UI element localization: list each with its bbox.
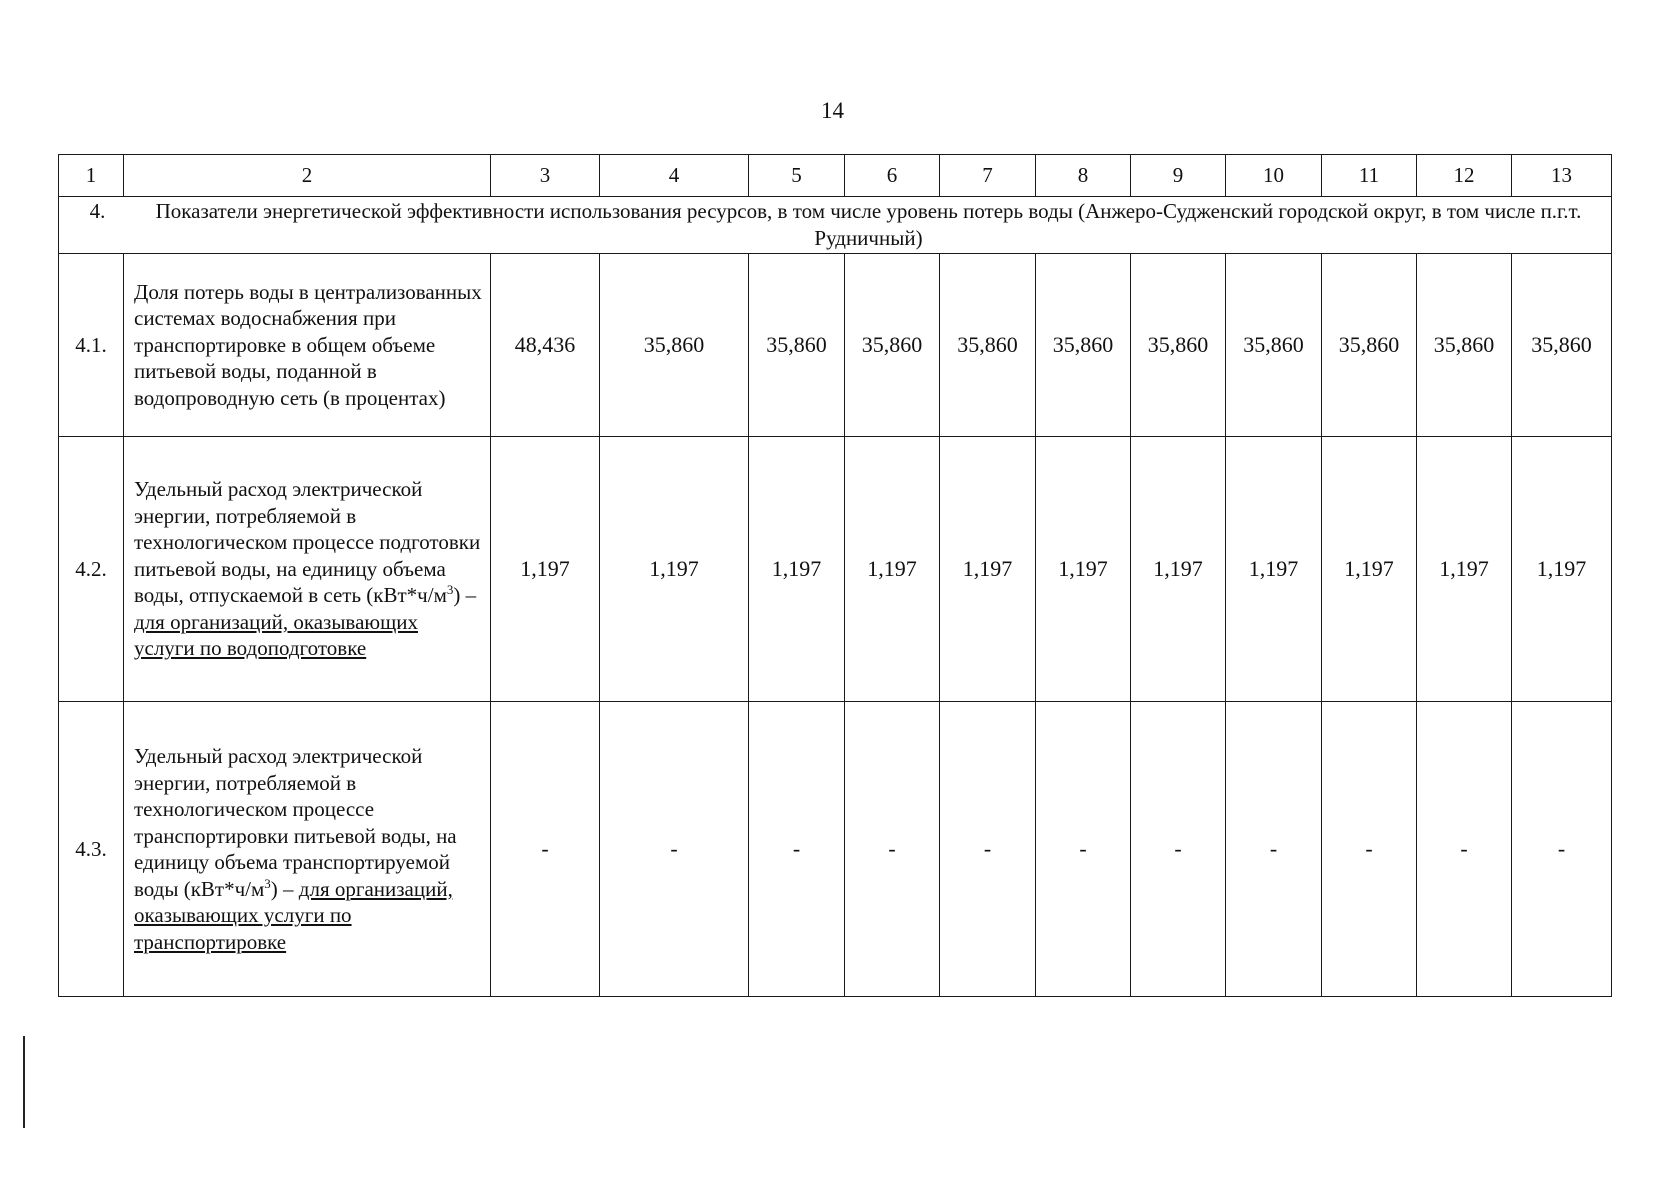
- value-cell: 35,860: [1036, 254, 1131, 437]
- value-cell: 1,197: [749, 437, 845, 702]
- value-cell: -: [1322, 702, 1417, 997]
- value-cell: 35,860: [1417, 254, 1512, 437]
- value-cell: 35,860: [845, 254, 940, 437]
- column-number-cell: 9: [1131, 155, 1226, 197]
- column-number-cell: 6: [845, 155, 940, 197]
- value-cell: 1,197: [1036, 437, 1131, 702]
- value-cell: 35,860: [1131, 254, 1226, 437]
- superscript: 3: [446, 582, 454, 598]
- value-cell: 1,197: [940, 437, 1036, 702]
- value-cell: 48,436: [491, 254, 600, 437]
- value-cell: -: [491, 702, 600, 997]
- column-number-cell: 8: [1036, 155, 1131, 197]
- indicator-text: Удельный расход электрической энергии, потребляемой в технологическом процессе подготовки питьевой воды, на единицу объема воды, отпускаемой в сеть (кВт*ч/м: [134, 477, 481, 608]
- value-cell: 1,197: [1131, 437, 1226, 702]
- column-number-cell: 7: [940, 155, 1036, 197]
- value-cell: 35,860: [1512, 254, 1612, 437]
- indicator-text: Доля потерь воды в централизованных системах водоснабжения при транспортировке в общем объеме питьевой воды, поданной в водопроводную сеть (в процентах): [134, 279, 482, 410]
- value-cell: -: [600, 702, 749, 997]
- column-number-cell: 11: [1322, 155, 1417, 197]
- value-cell: 1,197: [845, 437, 940, 702]
- superscript: 3: [264, 875, 271, 891]
- indicators-table: [58, 154, 1612, 997]
- column-number-cell: 13: [1512, 155, 1612, 197]
- indicator-text-suffix: ) –: [270, 876, 299, 901]
- value-cell: 1,197: [491, 437, 600, 702]
- indicator-description: [124, 254, 491, 437]
- column-number-cell: 4: [600, 155, 749, 197]
- section-number: 4.: [89, 199, 106, 223]
- column-number-cell: 12: [1417, 155, 1512, 197]
- value-cell: 1,197: [1417, 437, 1512, 702]
- table-row: [59, 437, 1612, 702]
- section-title: Показатели энергетической эффективности использования ресурсов, в том числе уровень потерь воды (Анжеро-Судженский городской округ, в том числе п.г.т. Рудничный): [155, 199, 1582, 250]
- section-heading-cell: [59, 197, 1612, 254]
- row-number: 4.1.: [59, 254, 124, 437]
- indicator-underlined-text: для организаций, оказывающих услуги по транспортировке: [134, 876, 453, 954]
- table-row: [59, 254, 1612, 437]
- value-cell: -: [1512, 702, 1612, 997]
- value-cell: 1,197: [1226, 437, 1322, 702]
- value-cell: -: [940, 702, 1036, 997]
- page-number: 14: [821, 98, 844, 123]
- table-row: [59, 702, 1612, 997]
- value-cell: 1,197: [1322, 437, 1417, 702]
- value-cell: -: [1131, 702, 1226, 997]
- value-cell: -: [749, 702, 845, 997]
- section-heading-row: [59, 197, 1612, 254]
- indicator-underlined-text: для организаций, оказывающих услуги по водоподготовке: [134, 609, 418, 661]
- column-numbers-row: [59, 155, 1612, 197]
- value-cell: -: [1036, 702, 1131, 997]
- value-cell: -: [1417, 702, 1512, 997]
- column-number-cell: 10: [1226, 155, 1322, 197]
- column-number-cell: 1: [59, 155, 124, 197]
- value-cell: -: [845, 702, 940, 997]
- value-cell: 1,197: [1512, 437, 1612, 702]
- indicator-description: [124, 437, 491, 702]
- column-number-cell: 2: [124, 155, 491, 197]
- indicator-text: Удельный расход электрической энергии, потребляемой в технологическом процессе транспортировки питьевой воды, на единицу объема транспортируемой воды (кВт*ч/м: [134, 744, 457, 901]
- value-cell: 35,860: [600, 254, 749, 437]
- value-cell: 35,860: [749, 254, 845, 437]
- value-cell: 1,197: [600, 437, 749, 702]
- indicator-description: [124, 702, 491, 997]
- value-cell: 35,860: [1226, 254, 1322, 437]
- indicator-text-suffix: ) –: [453, 583, 477, 608]
- scan-margin-line: [23, 1036, 25, 1128]
- value-cell: 35,860: [940, 254, 1036, 437]
- value-cell: -: [1226, 702, 1322, 997]
- row-number: 4.2.: [59, 437, 124, 702]
- column-number-cell: 3: [491, 155, 600, 197]
- value-cell: 35,860: [1322, 254, 1417, 437]
- column-number-cell: 5: [749, 155, 845, 197]
- row-number: 4.3.: [59, 702, 124, 997]
